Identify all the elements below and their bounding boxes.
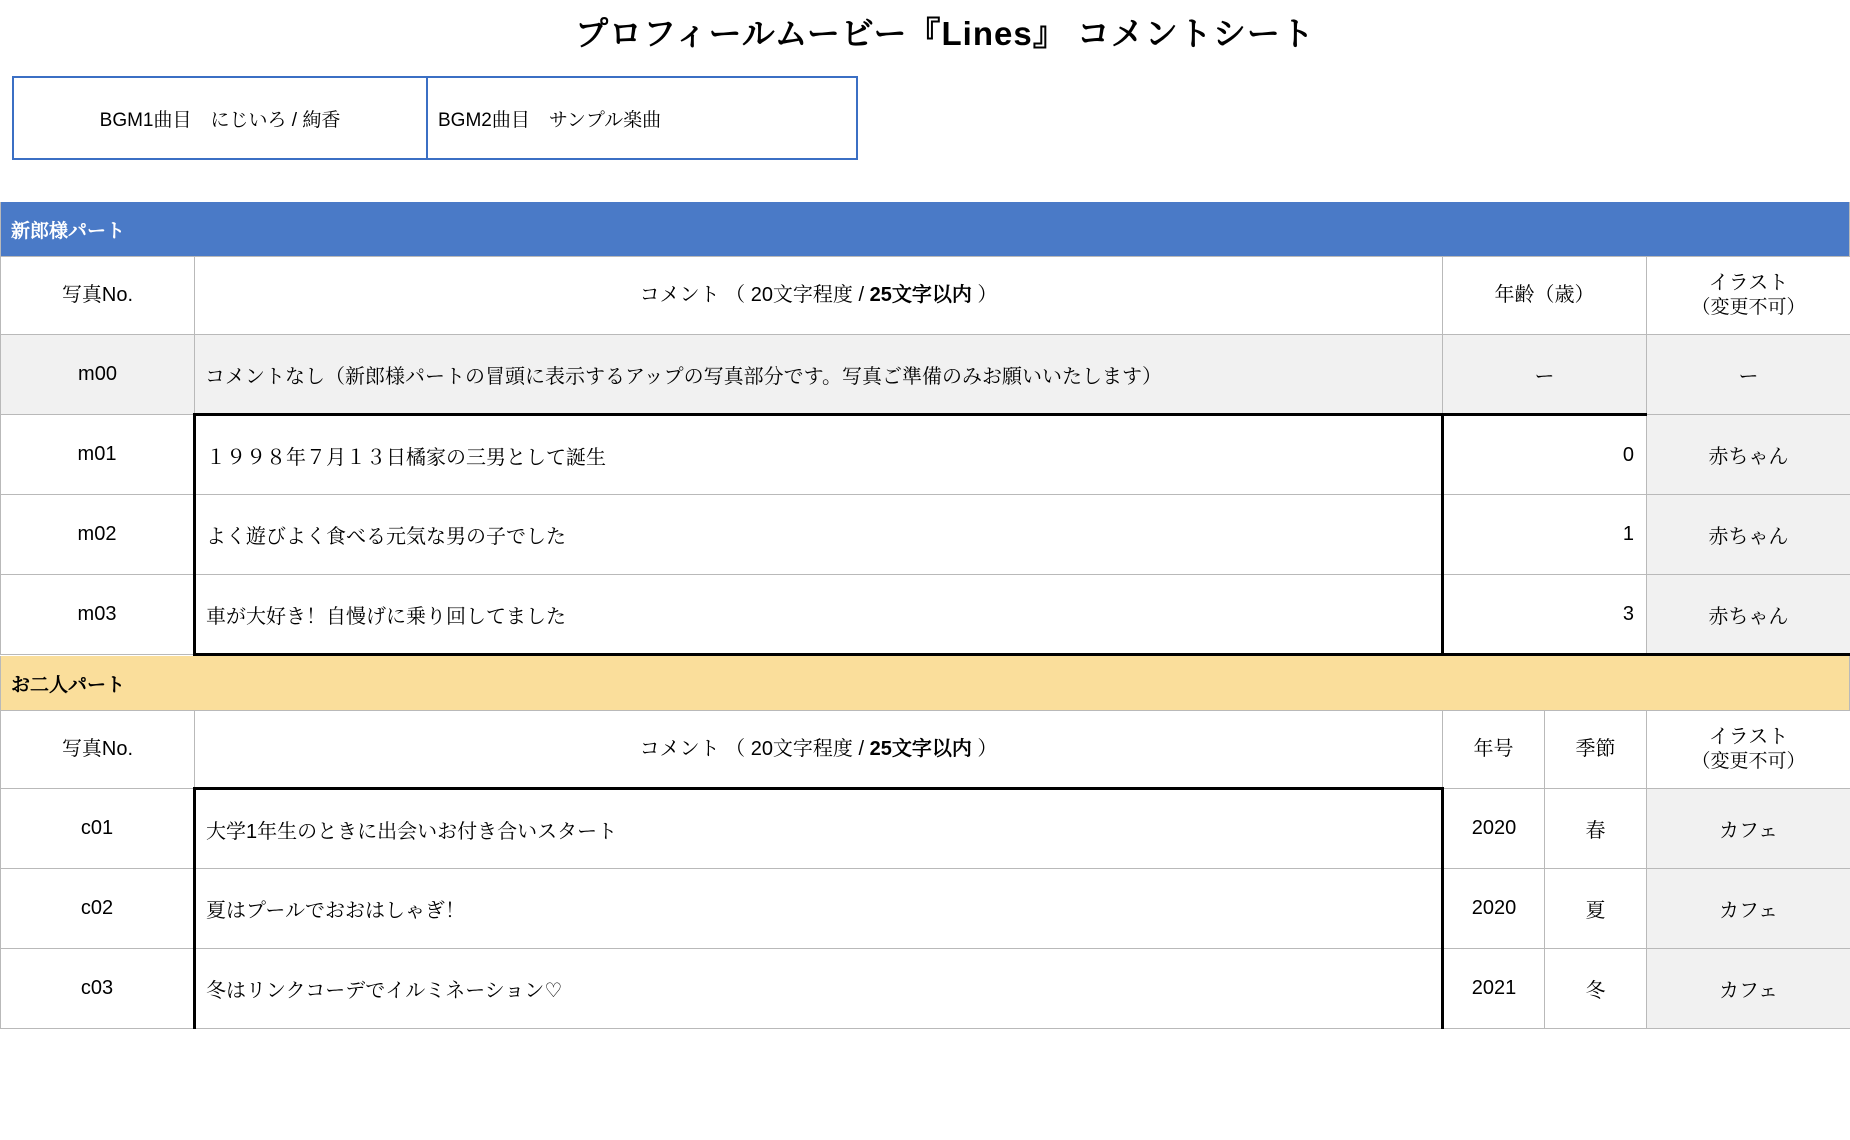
table-row — [1, 869, 1850, 949]
couple-header-year: 年号 — [1443, 711, 1545, 789]
couple-table — [0, 710, 1850, 1029]
couple-header-illust — [1647, 711, 1850, 789]
groom-header-illust — [1647, 257, 1850, 335]
table-row — [1, 415, 1850, 495]
couple-row-0-year[interactable]: 2020 — [1443, 789, 1545, 869]
couple-header-comment-bold: 25文字以内 — [869, 737, 972, 760]
groom-row-1-age[interactable]: 0 — [1443, 415, 1647, 495]
groom-row-3-illust: 赤ちゃん — [1647, 575, 1850, 655]
couple-row-2-year[interactable]: 2021 — [1443, 949, 1545, 1029]
couple-row-1-season[interactable]: 夏 — [1545, 869, 1647, 949]
couple-row-1-comment[interactable]: 夏はプールでおおはしゃぎ！ — [195, 869, 1443, 949]
page-title-row — [0, 0, 1850, 62]
groom-header-comment — [195, 257, 1443, 335]
couple-row-0-comment[interactable]: 大学1年生のときに出会いお付き合いスタート — [195, 789, 1443, 869]
couple-header-season: 季節 — [1545, 711, 1647, 789]
groom-row-3-no: m03 — [1, 575, 195, 655]
couple-header-illust-line1: イラスト — [1708, 726, 1789, 749]
couple-row-2-illust: カフェ — [1647, 949, 1850, 1029]
couple-row-0-illust: カフェ — [1647, 789, 1850, 869]
bgm-section — [0, 76, 1850, 160]
section-header-couple — [0, 656, 1850, 710]
groom-row-2-age[interactable]: 1 — [1443, 495, 1647, 575]
couple-row-1-year[interactable]: 2020 — [1443, 869, 1545, 949]
page-title: プロフィールムービー『Lines』 コメントシート — [575, 14, 1315, 52]
couple-row-1-illust: カフェ — [1647, 869, 1850, 949]
table-row — [1, 495, 1850, 575]
couple-row-1-no: c02 — [1, 869, 195, 949]
couple-header-comment — [195, 711, 1443, 789]
couple-row-2-no: c03 — [1, 949, 195, 1029]
groom-header-comment-suffix: ） — [971, 284, 998, 306]
groom-header-comment-bold: 25文字以内 — [869, 284, 972, 306]
bgm-track2-cell[interactable] — [428, 76, 858, 160]
groom-table — [0, 256, 1850, 656]
groom-header-illust-line2: （変更不可） — [1691, 297, 1806, 319]
table-row — [1, 949, 1850, 1029]
bgm-track2-label: BGM2曲目 サンプル楽曲 — [438, 109, 662, 131]
groom-row-1-illust: 赤ちゃん — [1647, 415, 1850, 495]
groom-row-1-no: m01 — [1, 415, 195, 495]
couple-row-0-season[interactable]: 春 — [1545, 789, 1647, 869]
couple-header-comment-suffix: ） — [971, 737, 998, 760]
section-header-couple-label: お二人パート — [11, 674, 126, 696]
couple-row-2-season[interactable]: 冬 — [1545, 949, 1647, 1029]
groom-header-age: 年齢（歳） — [1443, 257, 1647, 335]
table-row — [1, 575, 1850, 655]
bgm-track1-label: BGM1曲目 にじいろ / 絢香 — [99, 109, 341, 131]
groom-row-3-comment[interactable]: 車が大好き！自慢げに乗り回してました — [195, 575, 1443, 655]
table-row — [1, 789, 1850, 869]
groom-header-illust-line1: イラスト — [1708, 272, 1789, 295]
groom-row-0-comment[interactable]: コメントなし（新郎様パートの冒頭に表示するアップの写真部分です。写真ご準備のみお願いいたします） — [195, 335, 1443, 415]
couple-header-no: 写真No. — [1, 711, 195, 789]
groom-header-no: 写真No. — [1, 257, 195, 335]
couple-header-illust-line2: （変更不可） — [1691, 751, 1806, 773]
groom-row-2-comment[interactable]: よく遊びよく食べる元気な男の子でした — [195, 495, 1443, 575]
groom-header-comment-prefix: コメント （ 20文字程度 / — [639, 284, 870, 306]
bgm-track1-cell[interactable] — [12, 76, 428, 160]
section-header-groom — [0, 202, 1850, 256]
couple-row-0-no: c01 — [1, 789, 195, 869]
groom-row-0-age: ー — [1443, 335, 1647, 415]
section-header-groom-label: 新郎様パート — [11, 220, 126, 242]
couple-header-comment-prefix: コメント （ 20文字程度 / — [639, 737, 870, 760]
groom-table-header-row — [1, 257, 1850, 335]
couple-table-header-row — [1, 711, 1850, 789]
couple-row-2-comment[interactable]: 冬はリンクコーデでイルミネーション♡ — [195, 949, 1443, 1029]
groom-row-3-age[interactable]: 3 — [1443, 575, 1647, 655]
table-row — [1, 335, 1850, 415]
groom-row-0-no: m00 — [1, 335, 195, 415]
groom-row-0-illust: ー — [1647, 335, 1850, 415]
groom-row-2-no: m02 — [1, 495, 195, 575]
groom-row-2-illust: 赤ちゃん — [1647, 495, 1850, 575]
groom-row-1-comment[interactable]: １９９８年７月１３日橘家の三男として誕生 — [195, 415, 1443, 495]
